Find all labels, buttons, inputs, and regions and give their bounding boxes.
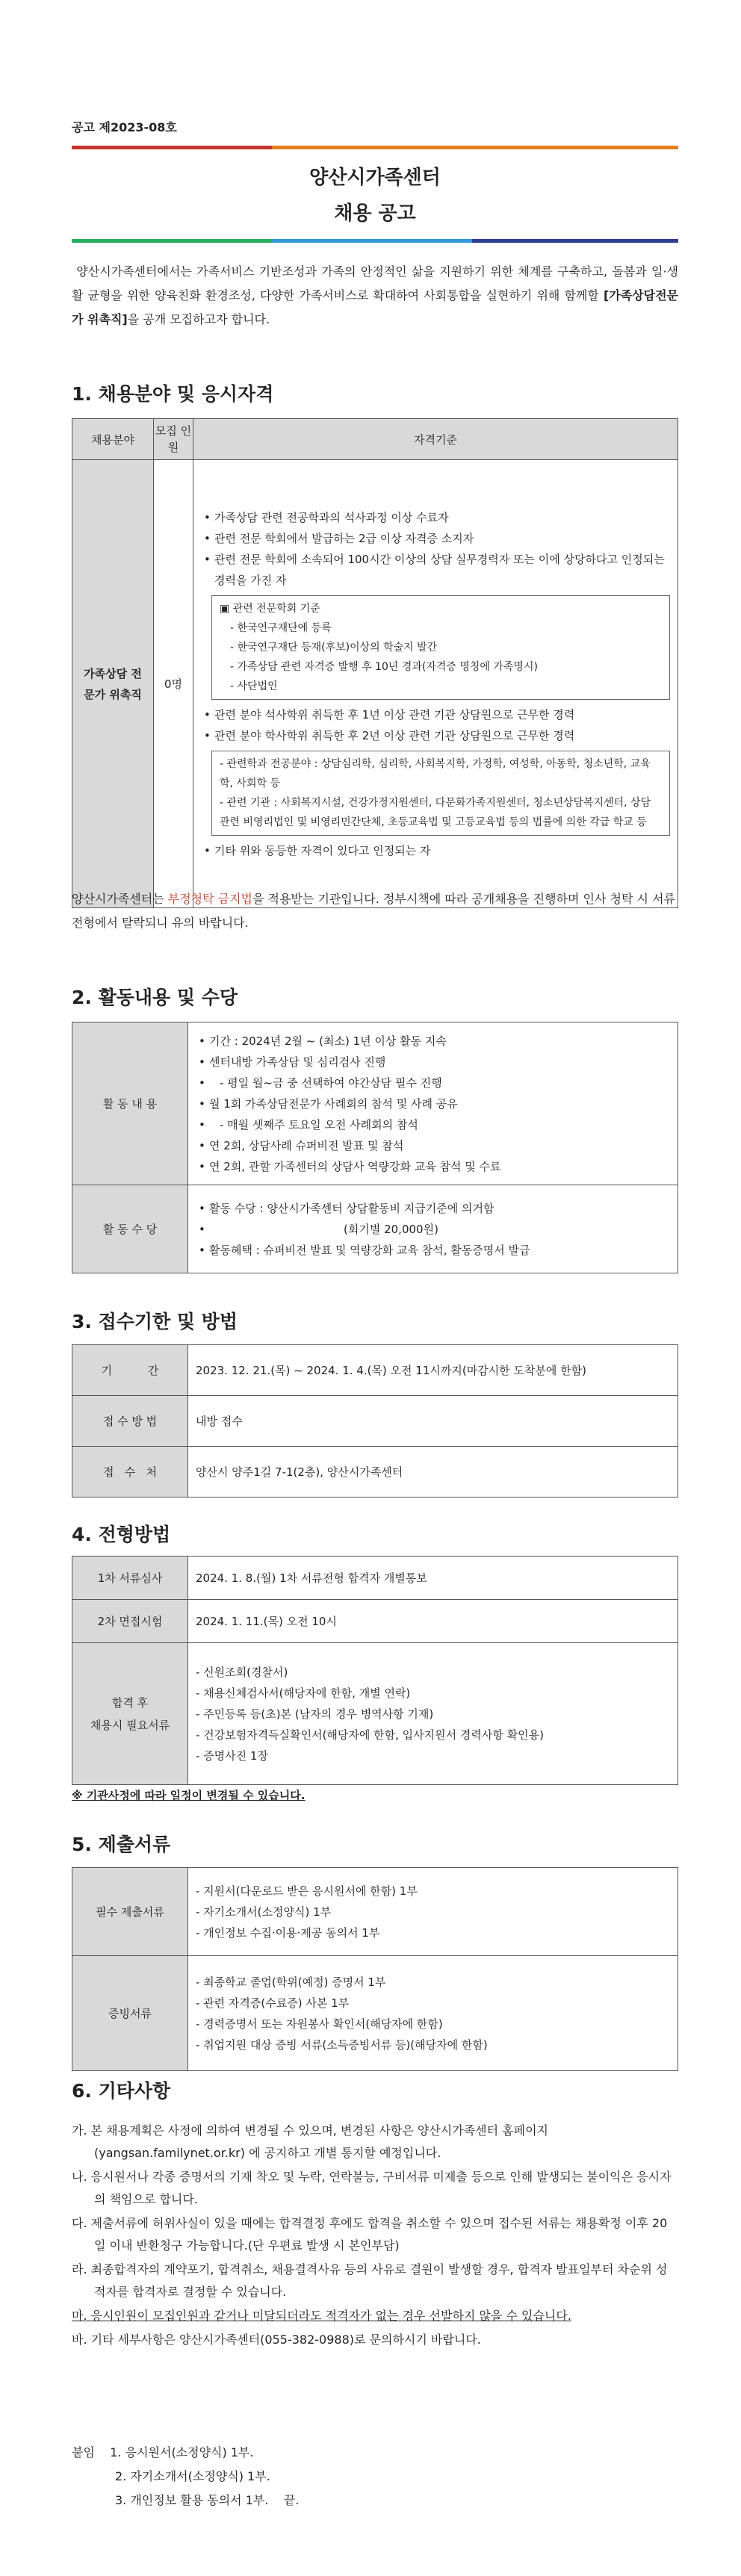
stage2-value: 2024. 1. 11.(목) 오전 10시 xyxy=(188,1600,678,1643)
attachment-item: 2. 자기소개서(소정양식) 1부. xyxy=(115,2469,270,2483)
allowance-content xyxy=(188,1185,678,1273)
section2-heading: 2. 활동내용 및 수당 xyxy=(72,987,238,1008)
allowance-item: • 활동혜택 : 슈퍼비전 발표 및 역량강화 교육 참석, 활동증명서 발급 xyxy=(209,1240,670,1261)
note-text-c: 을 적용받는 기관입니다. 정부시책에 따라 공개채용을 진행하며 인사 청탁 시 서류전형에서 탈락되니 유의 바랍니다. xyxy=(72,892,676,930)
doc-item: - 주민등록 등(초)본 (남자의 경우 병역사항 기재) xyxy=(196,1707,434,1721)
allowance-label: 활 동 수 당 xyxy=(72,1185,188,1273)
section5-heading: 5. 제출서류 xyxy=(72,1834,171,1855)
box-item: - 가족상담 관련 자격증 발행 후 10년 경과(자격증 명칭에 가족명시) xyxy=(230,660,538,673)
section3-heading: 3. 접수기한 및 방법 xyxy=(72,1311,238,1332)
qual-item: • 관련 분야 석사학위 취득한 후 1년 이상 관련 기관 상담원으로 근무한 경력 xyxy=(214,704,670,725)
related-field-box xyxy=(211,751,670,836)
org-title: 양산시가족센터 xyxy=(309,167,441,189)
count-cell: 0명 xyxy=(154,460,193,908)
intro-text-c: 을 공개 모집하고자 합니다. xyxy=(127,312,270,326)
allowance-item: • 활동 수당 : 양산시가족센터 상담활동비 지급기준에 의거함 xyxy=(209,1198,670,1219)
intro-text-a: 양산시가족센터에서는 가족서비스 기반조성과 가족의 안정적인 삶을 지원하기 위한 체계를 구축하고, 돌봄과 일·생활 균형을 위한 양육친화 환경조성, 다양한 가족서비스로 확대하여 사회통합을 실현하기 위해 함께할 xyxy=(72,264,678,302)
note-item: 다. 제출서류에 허위사실이 있을 때에는 합격결정 후에도 합격을 취소할 수 있으며 접수된 서류는 채용확정 이후 20일 이내 반환청구 가능합니다.(단 우편료 발생 시 본인부담) xyxy=(72,2216,668,2253)
method-value: 내방 접수 xyxy=(188,1396,678,1447)
stage2-label: 2차 면접시험 xyxy=(72,1600,188,1643)
col-count: 모집 인원 xyxy=(154,419,193,460)
section6-heading: 6. 기타사항 xyxy=(72,2080,171,2102)
qual-item: • 관련 전문 학회에 소속되어 100시간 이상의 상담 실무경력자 또는 이에 상당하다고 인정되는 경력을 가진 자 xyxy=(214,549,670,591)
notice-number: 공고 제2023-08호 xyxy=(72,120,177,134)
note-item: 마. 응시인원이 모집인원과 같거나 미달되더라도 적격자가 없는 경우 선발하지 않을 수 있습니다. xyxy=(72,2309,571,2323)
anti-graft-note xyxy=(72,887,678,935)
activity-label: 활 동 내 용 xyxy=(72,1022,188,1185)
box-item: - 한국연구재단에 등록 xyxy=(230,621,332,634)
required-docs-label xyxy=(72,1643,188,1785)
method-label: 접 수 방 법 xyxy=(72,1396,188,1447)
activity-item: • 기간 : 2024년 2월 ~ (최소) 1년 이상 활동 지속 xyxy=(209,1031,670,1052)
qualification-cell xyxy=(193,460,678,908)
society-criteria-box xyxy=(211,595,670,700)
mandatory-docs-label: 필수 제출서류 xyxy=(72,1868,188,1956)
period-value: 2023. 12. 21.(목) ~ 2024. 1. 4.(목) 오전 11시까지(마감시한 도착분에 한함) xyxy=(188,1345,678,1396)
title-bottom-bar xyxy=(72,239,678,243)
application-table xyxy=(72,1344,678,1498)
attachment-item: 1. 응시원서(소정양식) 1부. xyxy=(110,2445,254,2459)
note-item: 바. 기타 세부사항은 양산시가족센터(055-382-0988)로 문의하시기 바랍니다. xyxy=(72,2333,481,2347)
doc-item: - 최종학교 졸업(학위(예정) 증명서 1부 xyxy=(196,1975,386,1989)
stage1-label: 1차 서류심사 xyxy=(72,1557,188,1600)
doc-item: - 증명사진 1장 xyxy=(196,1748,268,1763)
doc-item: - 지원서(다운로드 받은 응시원서에 한함) 1부 xyxy=(196,1884,418,1898)
required-docs-value xyxy=(188,1643,678,1785)
qual-item: • 기타 위와 동등한 자격이 있다고 인정되는 자 xyxy=(214,840,670,861)
mandatory-docs-value xyxy=(188,1868,678,1956)
qual-item: • 관련 분야 학사학위 취득한 후 2년 이상 관련 기관 상담원으로 근무한 경력 xyxy=(214,725,670,746)
activity-content xyxy=(188,1022,678,1185)
doc-item: - 취업지원 대상 증빙 서류(소득증빙서류 등)(해당자에 한함) xyxy=(196,2037,488,2052)
note-item: 나. 응시원서나 각종 증명서의 기재 착오 및 누락, 연락불능, 구비서류 미제출 등으로 인해 발생되는 불이익은 응시자의 책임으로 합니다. xyxy=(72,2170,672,2206)
doc-item: - 자기소개서(소정양식) 1부 xyxy=(196,1905,332,1919)
doc-item: - 경력증명서 또는 자원봉사 확인서(해당자에 한함) xyxy=(196,2017,443,2031)
intro-paragraph xyxy=(72,260,678,332)
other-notes xyxy=(72,2120,678,2353)
doc-item: - 채용신체검사서(해당자에 한함, 개별 연락) xyxy=(196,1686,411,1700)
note-law: 부정청탁 금지법 xyxy=(167,892,253,906)
doc-item: - 관련 자격증(수료증) 사본 1부 xyxy=(196,1996,350,2010)
activity-item: • 연 2회, 관할 가족센터의 상담사 역량강화 교육 참석 및 수료 xyxy=(209,1156,670,1177)
notice-title: 채용 공고 xyxy=(334,202,416,225)
attachments xyxy=(72,2441,299,2513)
section4-heading: 4. 전형방법 xyxy=(72,1524,171,1545)
attachment-item: 3. 개인정보 활용 동의서 1부. 끝. xyxy=(115,2493,300,2507)
place-value: 양산시 양주1길 7-1(2층), 양산시가족센터 xyxy=(188,1447,678,1498)
activity-table xyxy=(72,1022,678,1273)
activity-item: • 월 1회 가족상담전문가 사례회의 참석 및 사례 공유 xyxy=(209,1093,670,1114)
doc-item: - 개인정보 수집·이용·제공 동의서 1부 xyxy=(196,1925,380,1940)
stage1-value: 2024. 1. 8.(월) 1차 서류전형 합격자 개별통보 xyxy=(188,1557,678,1600)
intro-position: [가족상담전문가 위촉직] xyxy=(72,288,678,326)
box-item: - 관련학과 전공분야 : 상담심리학, 심리학, 사회복지학, 가정학, 여성학, 아동학, 청소년학, 교육학, 사회학 등 xyxy=(220,757,651,789)
label-line: 채용시 필요서류 xyxy=(90,1718,170,1732)
period-label: 기 간 xyxy=(72,1345,188,1396)
activity-subitem: • - 매월 셋째주 토요일 오전 사례회의 참석 xyxy=(209,1114,670,1135)
col-qualification: 자격기준 xyxy=(193,419,678,460)
title-top-bar xyxy=(72,146,678,149)
place-label: 접 수 처 xyxy=(72,1447,188,1498)
attachment-label: 붙임 xyxy=(72,2445,95,2459)
box-item: - 사단법인 xyxy=(230,680,278,692)
note-item: 가. 본 채용계획은 사정에 의하여 변경될 수 있으며, 변경된 사항은 양산시가족센터 홈페이지(yangsan.familynet.or.kr) 에 공지하고 개별 통지할 예정입니다. xyxy=(72,2123,548,2160)
note-text-a: 양산시가족센터는 xyxy=(72,892,168,906)
proof-docs-label: 증빙서류 xyxy=(72,1956,188,2071)
qualification-table xyxy=(72,418,678,908)
doc-item: - 신원조회(경찰서) xyxy=(196,1665,288,1679)
schedule-change-note: ※ 기관사정에 따라 일정이 변경될 수 있습니다. xyxy=(72,1789,306,1802)
doc-item: - 건강보험자격득실확인서(해당자에 한함, 입사지원서 경력사항 확인용) xyxy=(196,1728,544,1742)
box-item: - 한국연구재단 등재(후보)이상의 학술지 발간 xyxy=(230,641,438,654)
section1-heading: 1. 채용분야 및 응시자격 xyxy=(72,383,274,405)
activity-subitem: • - 평일 월~금 중 선택하여 야간상담 필수 진행 xyxy=(209,1073,670,1093)
field-cell: 가족상담 전문가 위촉직 xyxy=(72,460,154,908)
label-line: 합격 후 xyxy=(111,1695,149,1710)
allowance-subitem: • (회기별 20,000원) xyxy=(209,1219,670,1240)
box-title: ▣ 관련 전문학회 기준 xyxy=(220,602,320,615)
title-banner xyxy=(72,146,678,243)
note-item: 라. 최종합격자의 계약포기, 합격취소, 채용결격사유 등의 사유로 결원이 발생할 경우, 합격자 발표일부터 차순위 성적자를 합격자로 결정할 수 있습니다. xyxy=(72,2262,668,2299)
box-item: - 관련 기관 : 사회복지시설, 건강가정지원센터, 다문화가족지원센터, 청소년상담복지센터, 상담 관련 비영리법인 및 비영리민간단체, 초등교육법 및 고등교육법 등의 법률에 의한 각급 학교 등 xyxy=(220,796,651,828)
proof-docs-value xyxy=(188,1956,678,2071)
col-field: 채용분야 xyxy=(72,419,154,460)
activity-item: • 센터내방 가족상담 및 심리검사 진행 xyxy=(209,1052,670,1073)
qual-item: • 가족상담 관련 전공학과의 석사과정 이상 수료자 xyxy=(214,507,670,528)
qual-item: • 관련 전문 학회에서 발급하는 2급 이상 자격증 소지자 xyxy=(214,528,670,549)
documents-table xyxy=(72,1867,678,2071)
activity-item: • 연 2회, 상담사례 슈퍼비전 발표 및 참석 xyxy=(209,1135,670,1156)
selection-table xyxy=(72,1556,678,1785)
